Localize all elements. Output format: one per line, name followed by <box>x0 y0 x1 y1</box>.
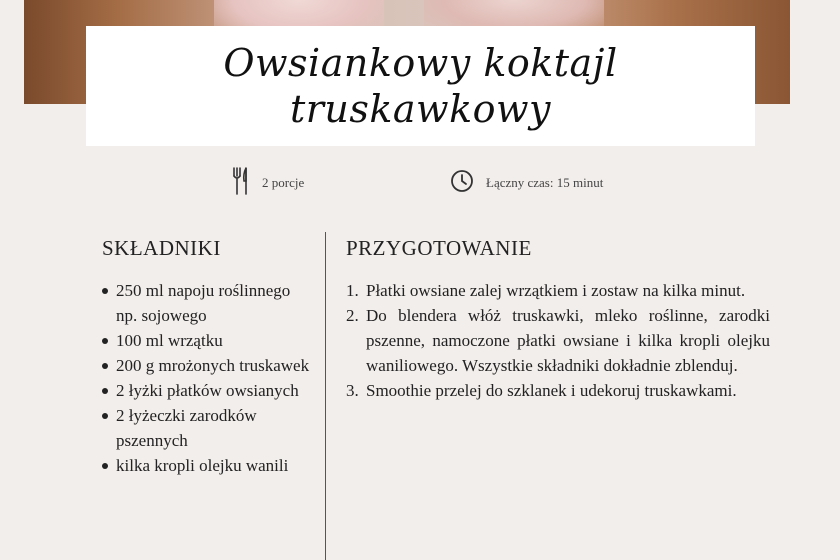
step-text: Smoothie przelej do szklanek i udekoruj truskawkami. <box>366 381 737 400</box>
step-text: Do blendera włóż truskawki, mleko roślinne, zarodki pszenne, namoczone płatki owsiane i kilka kropli olejku waniliowego. Wszystkie składniki dokładnie zblenduj. <box>366 306 770 375</box>
servings-text: 2 porcje <box>262 175 305 190</box>
servings-info <box>232 168 304 198</box>
step-text: Płatki owsiane zalej wrzątkiem i zostaw na kilka minut. <box>366 281 746 300</box>
step-item <box>346 278 770 303</box>
ingredient-item: 2 łyżki płatków owsianych <box>100 378 310 403</box>
ingredients-heading: SKŁADNIKI <box>102 236 221 260</box>
clock-icon <box>450 169 474 198</box>
step-number: 1. <box>346 281 359 300</box>
step-item <box>346 303 770 378</box>
ingredient-item: 250 ml napoju roślinnego np. sojowego <box>100 278 310 328</box>
time-info <box>450 168 603 198</box>
recipe-title-line-1: Owsiankowy koktajl <box>223 41 618 85</box>
ingredient-item: kilka kropli olejku wanili <box>100 453 310 478</box>
total-time-text: Łączny czas: 15 minut <box>486 175 604 190</box>
fork-knife-icon <box>232 166 250 201</box>
ingredient-item: 100 ml wrzątku <box>100 328 310 353</box>
title-card <box>86 26 755 146</box>
step-number: 2. <box>346 306 359 325</box>
step-item <box>346 378 770 403</box>
ingredient-item: 200 g mrożonych truskawek <box>100 353 310 378</box>
step-number: 3. <box>346 381 359 400</box>
column-divider <box>325 232 326 560</box>
preparation-steps <box>346 278 770 403</box>
ingredients-list <box>100 278 310 478</box>
preparation-heading: PRZYGOTOWANIE <box>346 236 532 260</box>
recipe-meta <box>0 168 840 198</box>
ingredient-item: 2 łyżeczki zarodków pszennych <box>100 403 310 453</box>
recipe-title-line-2: truskawkowy <box>289 87 551 131</box>
recipe-title <box>223 40 617 132</box>
